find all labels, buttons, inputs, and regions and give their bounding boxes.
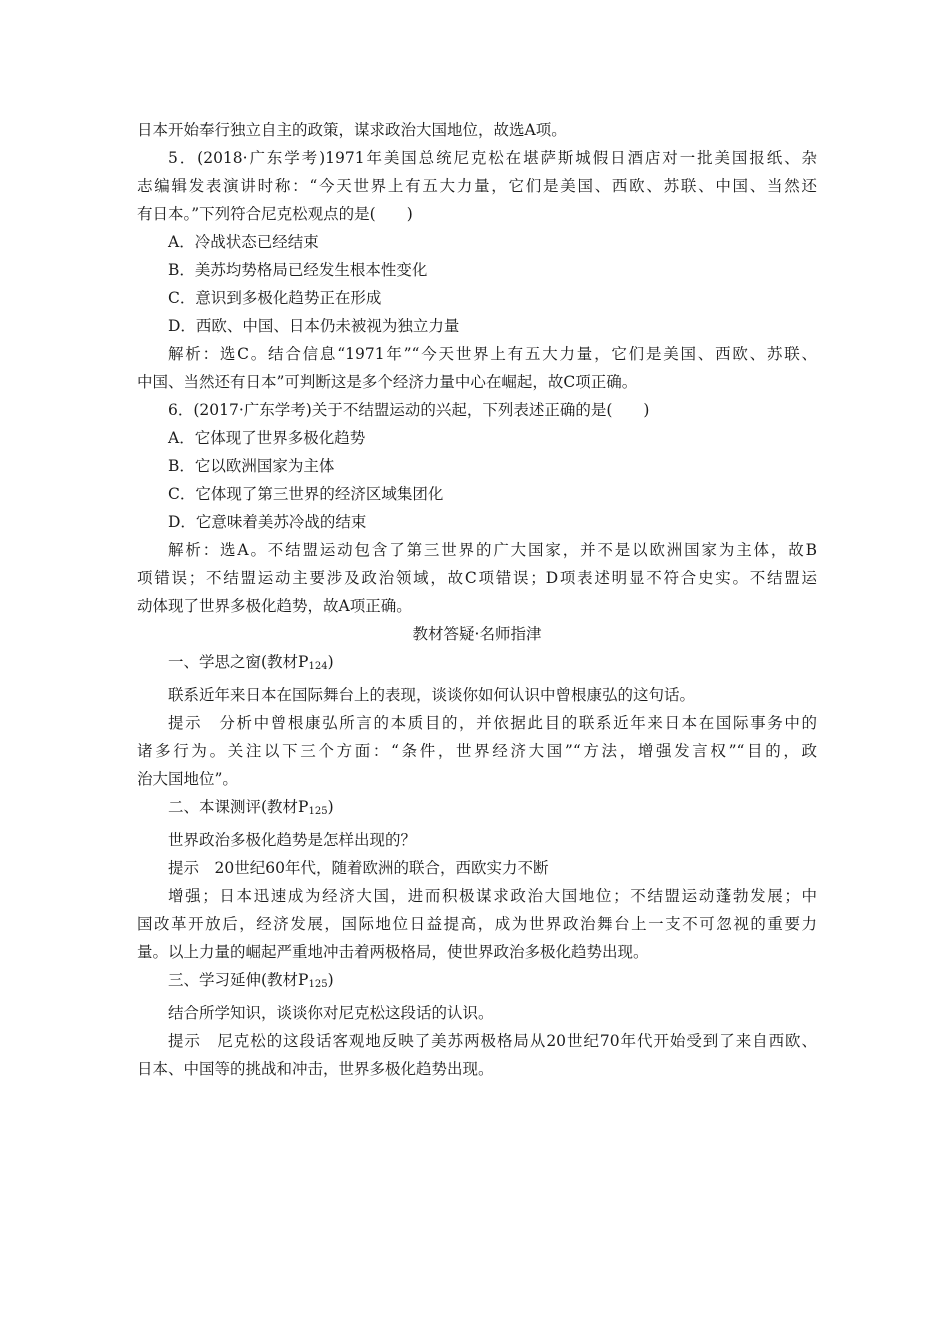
section-1-hint-end: 治大国地位”。: [137, 770, 238, 788]
question-5-explanation: 解析：选C。结合信息“1971年”“今天世界上有五大力量，它们是美国、西欧、苏联、: [168, 345, 817, 363]
question-5-option-b: B．美苏均势格局已经发生根本性变化: [168, 261, 428, 279]
question-6-explanation-end: 动体现了世界多极化趋势，故A项正确。: [137, 597, 412, 615]
section-3-hint-end: 日本、中国等的挑战和冲击，世界多极化趋势出现。: [137, 1060, 494, 1078]
question-5-option-d: D．西欧、中国、日本仍未被视为独立力量: [168, 317, 460, 335]
section-title: 教材答疑·名师指津: [412, 625, 542, 643]
section-1-page: 124: [308, 661, 328, 672]
question-6-explanation: 解析：选A。不结盟运动包含了第三世界的广大国家，并不是以欧洲国家为主体，故B: [168, 541, 817, 559]
section-1-title-close: ): [327, 653, 334, 671]
section-1-question: 联系近年来日本在国际舞台上的表现，谈谈你如何认识中曾根康弘的这句话。: [168, 686, 696, 704]
section-1-hint: 提示 分析中曾根康弘所言的本质目的，并依据此目的联系近年来日本在国际事务中的: [168, 714, 817, 732]
section-3-question: 结合所学知识，谈谈你对尼克松这段话的认识。: [168, 1004, 494, 1022]
question-5-stem-end: 有日本。”下列符合尼克松观点的是( ): [137, 205, 413, 223]
section-3-title: [137, 966, 817, 999]
section-1-title-text: 一、学思之窗(教材P: [168, 653, 309, 671]
question-6-option-d: D．它意味着美苏冷战的结束: [168, 513, 367, 531]
section-1-title: [137, 648, 817, 681]
question-6-explanation-cont: 项错误；不结盟运动主要涉及政治领域，故C项错误；D项表述明显不符合史实。不结盟运: [137, 569, 817, 587]
section-3-hint: 提示 尼克松的这段话客观地反映了美苏两极格局从20世纪70年代开始受到了来自西欧、: [168, 1032, 817, 1050]
question-6-stem: 6．(2017·广东学考)关于不结盟运动的兴起，下列表述正确的是( ): [168, 401, 650, 419]
section-2-question: 世界政治多极化趋势是怎样出现的？: [168, 831, 417, 849]
section-2-hint: 提示 20世纪60年代，随着欧洲的联合，西欧实力不断: [168, 859, 549, 877]
question-5-stem: 5．(2018·广东学考)1971年美国总统尼克松在堪萨斯城假日酒店对一批美国报纸、杂: [168, 149, 817, 167]
section-2-hint-end: 量。以上力量的崛起严重地冲击着两极格局，使世界政治多极化趋势出现。: [137, 943, 649, 961]
section-2-title: [137, 793, 817, 826]
section-2-title-text: 二、本课测评(教材P: [168, 798, 309, 816]
section-3-title-close: ): [327, 971, 334, 989]
text-line: 日本开始奉行独立自主的政策，谋求政治大国地位，故选A项。: [137, 121, 567, 139]
question-5-explanation-end: 中国、当然还有日本”可判断这是多个经济力量中心在崛起，故C项正确。: [137, 373, 638, 391]
section-2-page: 125: [308, 806, 328, 817]
section-2-hint-cont: 增强；日本迅速成为经济大国，进而积极谋求政治大国地位；不结盟运动蓬勃发展；中: [168, 887, 817, 905]
question-6-option-a: A．它体现了世界多极化趋势: [168, 429, 366, 447]
question-5-stem-cont: 志编辑发表演讲时称：“今天世界上有五大力量，它们是美国、西欧、苏联、中国、当然还: [137, 177, 817, 195]
question-6-option-b: B．它以欧洲国家为主体: [168, 457, 335, 475]
section-2-title-close: ): [327, 798, 334, 816]
document-page: [137, 116, 817, 1083]
section-1-hint-cont: 诸多行为。关注以下三个方面：“条件，世界经济大国”“方法，增强发言权”“目的，政: [137, 742, 817, 760]
question-5-option-c: C．意识到多极化趋势正在形成: [168, 289, 382, 307]
section-3-title-text: 三、学习延伸(教材P: [168, 971, 309, 989]
question-5-option-a: A．冷战状态已经结束: [168, 233, 319, 251]
question-6-option-c: C．它体现了第三世界的经济区域集团化: [168, 485, 444, 503]
section-3-page: 125: [308, 979, 328, 990]
section-2-hint-cont-2: 国改革开放后，经济发展，国际地位日益提高，成为世界政治舞台上一支不可忽视的重要力: [137, 915, 817, 933]
